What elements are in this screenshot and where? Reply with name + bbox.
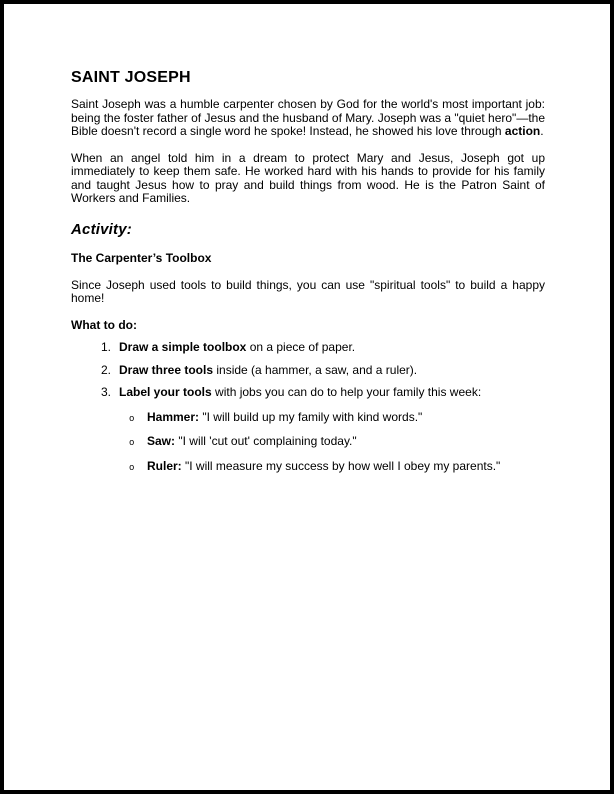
step-rest-text: on a piece of paper.: [246, 340, 356, 354]
tool-item-saw: [129, 435, 545, 451]
bullet-circle-icon: o: [129, 438, 135, 448]
step-bold-text: Draw a simple toolbox: [119, 340, 247, 354]
step-item-1: [101, 341, 545, 355]
intro-paragraph: [71, 98, 545, 139]
tool-label: Saw:: [147, 434, 176, 448]
tool-text: [139, 460, 500, 474]
step-rest-text: inside (a hammer, a saw, and a ruler).: [213, 362, 418, 377]
document-title: SAINT JOSEPH: [71, 69, 191, 86]
tool-pledge: "I will build up my family with kind words.": [199, 409, 423, 424]
intro-paragraph-text: Saint Joseph was a humble carpenter chosen by God for the world's most important job: being the foster father of Jesus and the husband of Mary. Joseph was a "quiet hero"—the Bible doesn't record a single word he spoke! Instead, he showed his love through: [71, 97, 545, 138]
step-number: 2.: [101, 362, 112, 377]
step-rest-text: with jobs you can do to help your family this week:: [211, 385, 482, 399]
tools-list: [129, 411, 545, 476]
bullet-circle-icon: o: [129, 413, 135, 424]
intro-paragraph-period: .: [540, 124, 544, 138]
step-item-3: [101, 386, 545, 400]
steps-list: [101, 341, 545, 400]
step-bold-text: Label your tools: [119, 385, 212, 399]
step-number: 3.: [101, 385, 112, 399]
activity-intro-paragraph: Since Joseph used tools to build things, you can use "spiritual tools" to build a happy home!: [71, 277, 545, 305]
activity-heading: Activity:: [71, 220, 132, 238]
step-text: [114, 386, 481, 400]
tool-pledge: "I will measure my success by how well I obey my parents.": [181, 458, 501, 473]
tool-pledge: "I will 'cut out' complaining today.": [175, 434, 357, 448]
step-text: [114, 341, 355, 355]
tool-text: [139, 411, 422, 425]
instructions-label: What to do:: [71, 317, 137, 332]
angel-paragraph: When an angel told him in a dream to protect Mary and Jesus, Joseph got up immediately to keep them safe. He worked hard with his hands to provide for his family and taught Jesus how to pray and build things from wood. He is the Patron Saint of Workers and Families.: [71, 150, 545, 205]
tool-label: Hammer:: [147, 409, 200, 424]
step-item-2: [101, 364, 545, 378]
tool-item-hammer: [129, 411, 545, 427]
tool-item-ruler: [129, 460, 545, 476]
bullet-circle-icon: o: [129, 462, 135, 473]
step-text: [114, 364, 417, 378]
tool-label: Ruler:: [147, 458, 182, 473]
activity-title: The Carpenter’s Toolbox: [71, 250, 212, 265]
step-bold-text: Draw three tools: [119, 362, 214, 377]
step-number: 1.: [101, 340, 112, 354]
tool-text: [139, 435, 357, 449]
intro-paragraph-bold-action: action: [504, 124, 541, 138]
